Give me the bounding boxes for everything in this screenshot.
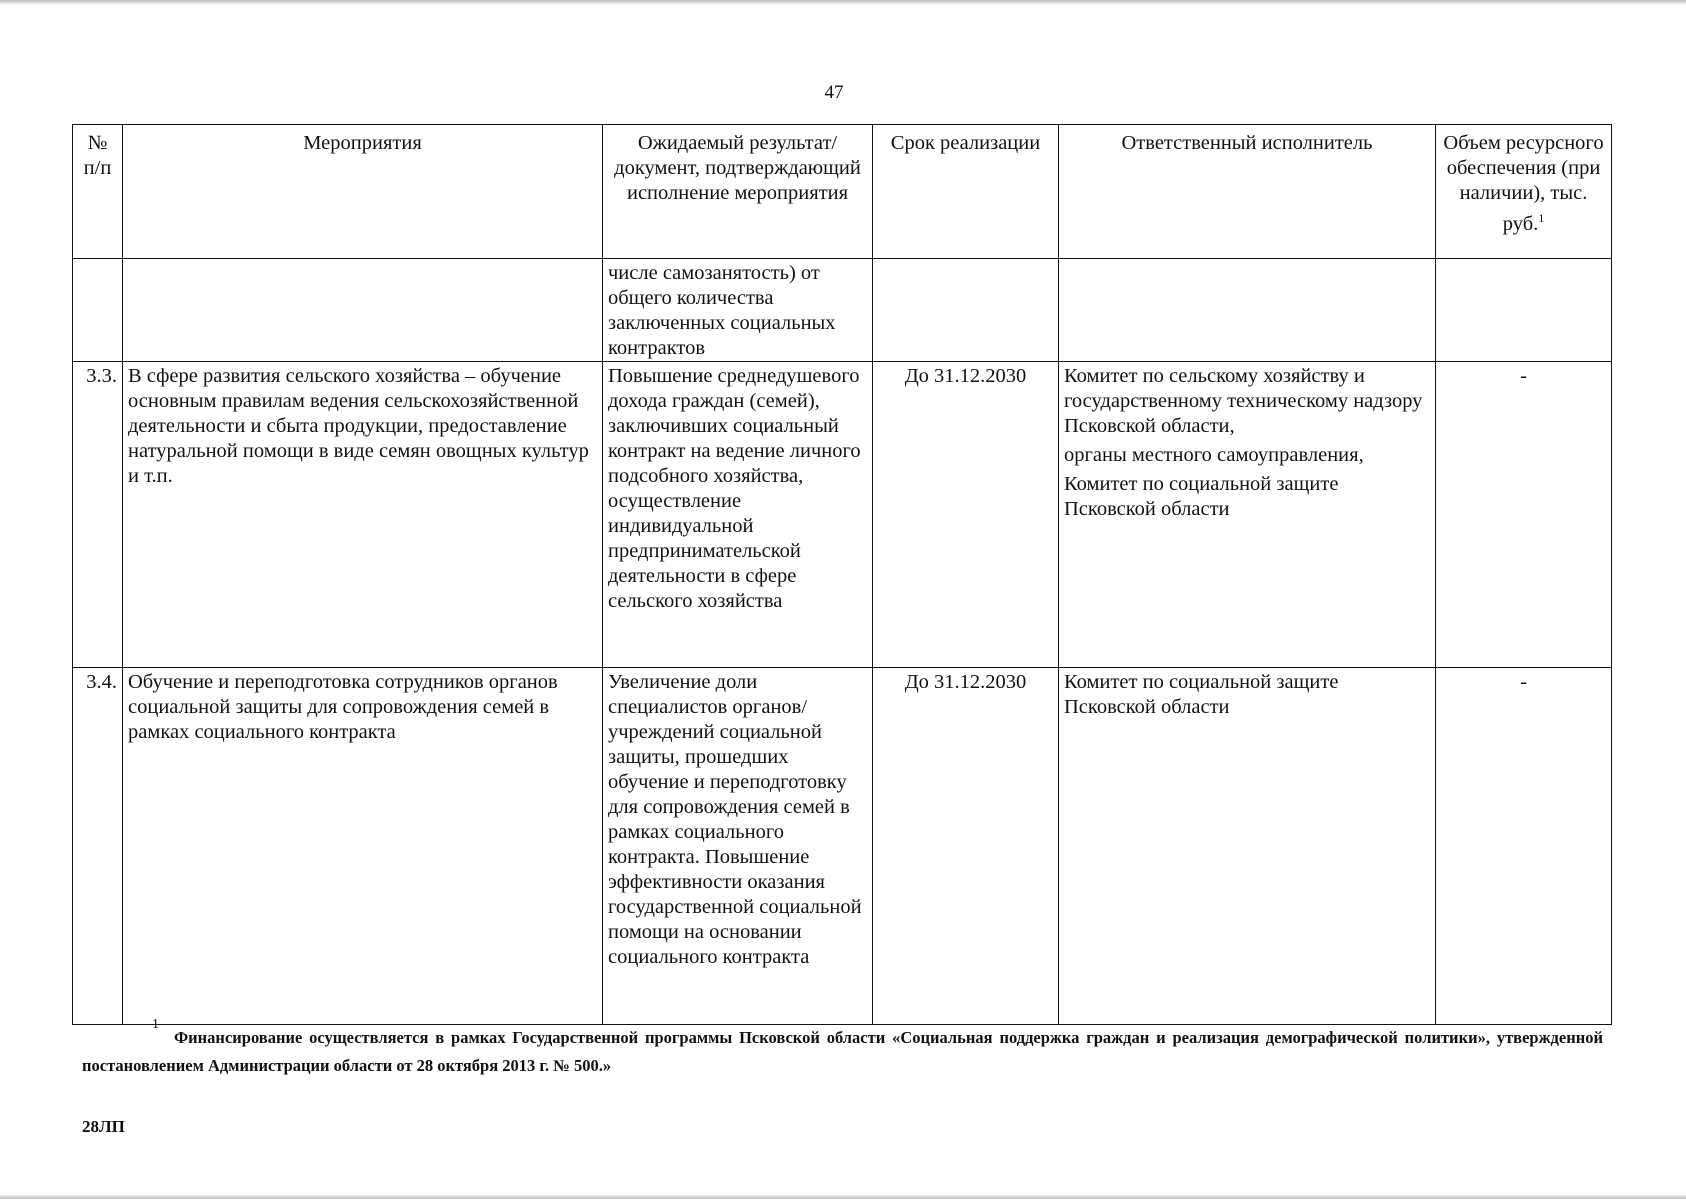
activities-table <box>72 124 1612 1025</box>
cell-result: Увеличение доли специалистов органов/учреждений социальной защиты, прошедших обучение и переподготовку для сопровождения семей в рамках социального контракта. Повышение эффективности оказания государственной социальной помощи на основании социального контракта <box>603 668 873 1025</box>
footnote <box>82 1017 1603 1080</box>
cell-deadline: До 31.12.2030 <box>873 668 1059 1025</box>
cell-activity: В сфере развития сельского хозяйства – обучение основным правилам ведения сельскохозяйственной деятельности и сбыта продукции, предоставление натуральной помощи в виде семян овощных культур и т.п. <box>123 362 603 668</box>
responsible-line: органы местного самоуправления, <box>1064 444 1364 466</box>
table-row <box>73 668 1612 1025</box>
page-number: 47 <box>824 82 844 103</box>
header-num: № п/п <box>73 125 123 259</box>
cell-activity <box>123 259 603 362</box>
cell-num: 3.4. <box>73 668 123 1025</box>
header-responsible: Ответственный исполнитель <box>1059 125 1436 259</box>
scan-edge-bottom <box>0 1194 1686 1199</box>
cell-deadline <box>873 259 1059 362</box>
cell-responsible <box>1059 668 1436 1025</box>
footnote-ref: 1 <box>1538 211 1545 225</box>
table-row <box>73 362 1612 668</box>
cell-activity: Обучение и переподготовка сотрудников органов социальной защиты для сопровождения семей в рамках социального контракта <box>123 668 603 1025</box>
header-resources-label: Объем ресурсного обеспечения (при наличии), тыс. руб. <box>1443 132 1604 235</box>
footnote-mark: 1 <box>152 1017 159 1032</box>
table-header-row <box>73 125 1612 259</box>
cell-deadline: До 31.12.2030 <box>873 362 1059 668</box>
scan-edge-top <box>0 0 1686 5</box>
responsible-line: Комитет по социальной защите Псковской области <box>1064 473 1339 520</box>
cell-resources: - <box>1436 362 1612 668</box>
cell-result: Повышение среднедушевого дохода граждан (семей), заключивших социальный контракт на ведение личного подсобного хозяйства, осуществление индивидуальной предпринимательской деятельности в сфере сельского хозяйства <box>603 362 873 668</box>
cell-resources <box>1436 259 1612 362</box>
cell-resources: - <box>1436 668 1612 1025</box>
responsible-line: Комитет по сельскому хозяйству и государственному техническому надзору Псковской области, <box>1064 365 1423 437</box>
responsible-line: Комитет по социальной защите Псковской области <box>1064 671 1339 718</box>
cell-num <box>73 259 123 362</box>
cell-num: 3.3. <box>73 362 123 668</box>
cell-responsible <box>1059 362 1436 668</box>
table-row-continuation <box>73 259 1612 362</box>
footnote-text: Финансирование осуществляется в рамках Государственной программы Псковской области «Социальная поддержка граждан и реализация демографической политики», утвержденной постановлением Администрации области от 28 октября 2013 г. № 500.» <box>82 1028 1603 1075</box>
document-code: 28ЛП <box>82 1117 125 1136</box>
header-result: Ожидаемый результат/документ, подтверждающий исполнение мероприятия <box>603 125 873 259</box>
header-activity: Мероприятия <box>123 125 603 259</box>
cell-result: числе самозанятость) от общего количества заключенных социальных контрактов <box>603 259 873 362</box>
cell-responsible <box>1059 259 1436 362</box>
header-deadline: Срок реализации <box>873 125 1059 259</box>
header-resources <box>1436 125 1612 259</box>
